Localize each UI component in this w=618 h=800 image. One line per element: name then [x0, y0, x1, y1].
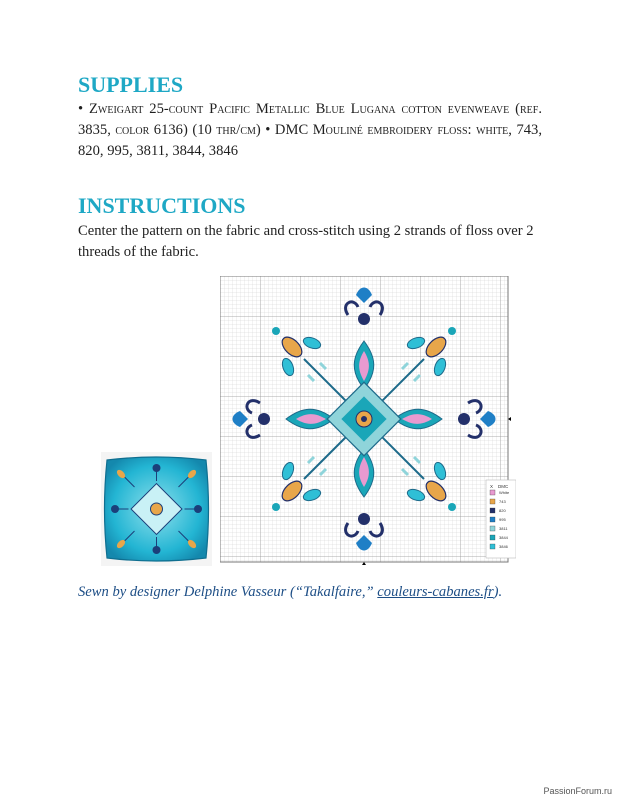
legend-header-brand: DMC [498, 484, 509, 489]
watermark: PassionForum.ru [543, 786, 612, 796]
supplies-text: • Zweigart 25-count Pacific Metallic Blue Lugana cotton evenweave (ref. 3835, color 6136) (10 thr/cm) • DMC Mouliné embroidery floss: white, 743, 820, 995, 3811, 3844, 3846 [78, 101, 542, 159]
legend-floss-code: 743 [499, 499, 506, 504]
caption-suffix: ). [493, 584, 503, 600]
legend-swatch [490, 517, 495, 522]
legend-swatch [490, 526, 495, 531]
cross-stitch-chart [220, 276, 516, 566]
legend-floss-code: 995 [499, 517, 506, 522]
legend-floss-code: 3844 [499, 535, 508, 540]
legend-swatch [490, 535, 495, 540]
legend-floss-code: White [499, 490, 510, 495]
legend-floss-code: 3811 [499, 526, 508, 531]
caption-prefix: Sewn by designer Delphine Vasseur (“Takalfaire,” [78, 584, 378, 600]
chart-legend [486, 480, 516, 558]
legend-floss-code: 3846 [499, 544, 508, 549]
legend-swatch [490, 499, 495, 504]
designer-website-link[interactable]: couleurs-cabanes.fr [377, 584, 494, 600]
stitched-pillow-photo [101, 452, 212, 566]
legend-swatch [490, 508, 495, 513]
legend-floss-code: 820 [499, 508, 506, 513]
legend-swatch [490, 544, 495, 549]
instructions-heading: INSTRUCTIONS [78, 193, 246, 218]
supplies-heading: SUPPLIES [78, 72, 184, 97]
legend-header-symbol: X [490, 484, 494, 489]
instructions-text: Center the pattern on the fabric and cross-stitch using 2 strands of floss over 2 threads of the fabric. [78, 223, 534, 260]
legend-swatch [490, 490, 495, 495]
photo-caption [78, 584, 502, 601]
